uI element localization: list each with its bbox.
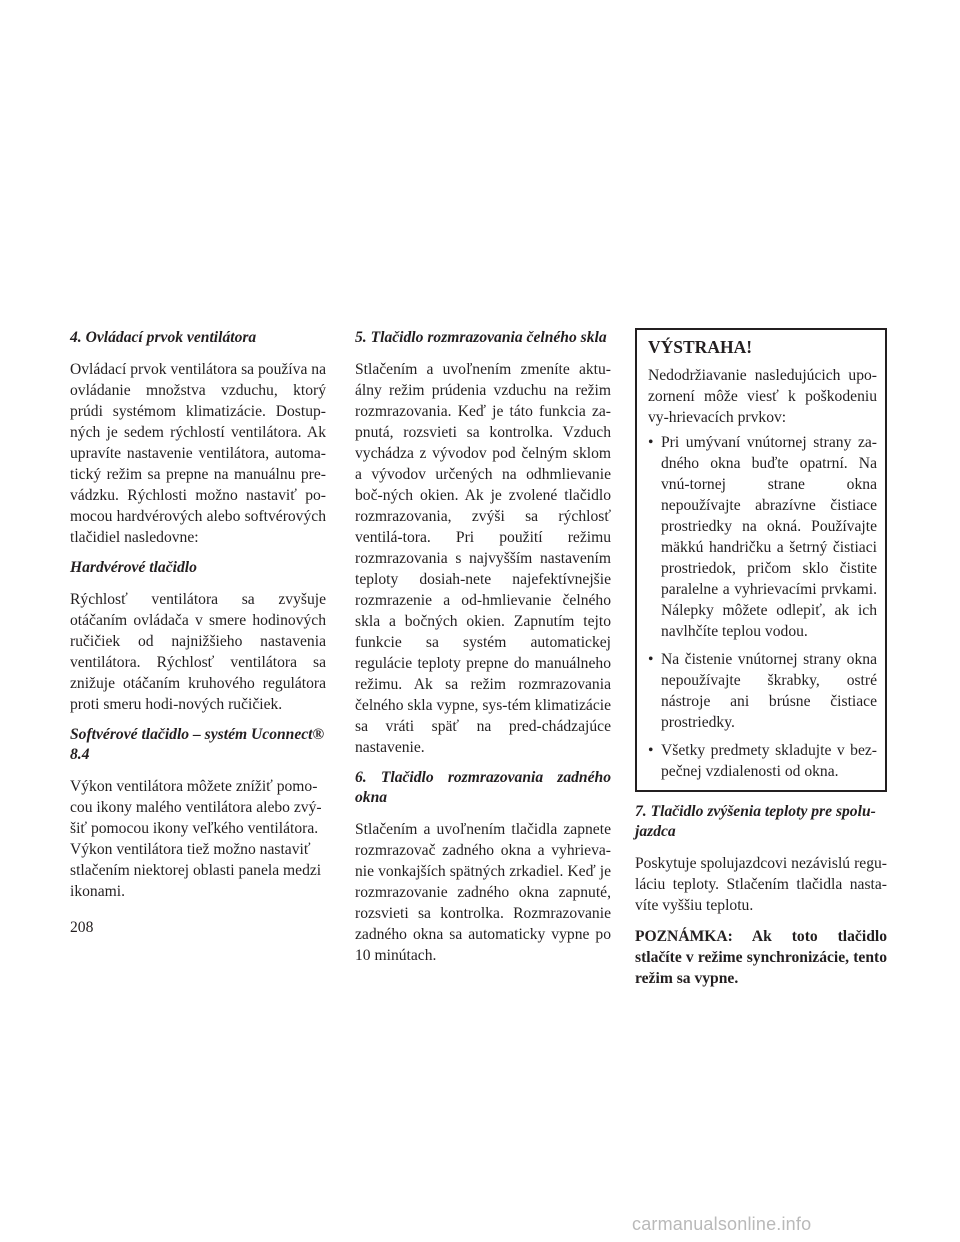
paragraph-passenger-temp: Poskytuje spolujazdcovi nezávislú regu-láciu teploty. Stlačením tlačidla nasta-víte vyššiu teplotu. <box>635 855 887 914</box>
page-number: 208 <box>70 919 94 936</box>
warning-box <box>635 328 887 792</box>
warning-list-item: • Všetky predmety skladujte v bez-pečnej vzdialenosti od okna. <box>648 742 877 780</box>
subheading-software-button: Softvérové tlačidlo – systém Uconnect® 8.4 <box>70 726 325 763</box>
warning-list-item: • Pri umývaní vnútornej strany za-dného okna buďte opatrní. Na vnú-tornej strane okna nepoužívajte abrazívne čistiace prostriedky na okná. Používajte mäkkú handričku a šetrný čistiaci prostriedok, pričom sklo čistite paralelne a vyhrievacími prvkami. Nálepky môžete odlepiť, ak ich navlhčíte teplou vodou. <box>648 434 877 640</box>
section-heading-windshield-defrost: 5. Tlačidlo rozmrazovania čelného skla <box>355 329 607 346</box>
warning-title: VÝSTRAHA! <box>648 337 753 357</box>
paragraph-windshield-defrost: Stlačením a uvoľnením zmeníte aktu-álny režim prúdenia vzduchu na režim rozmrazovania. Keď je táto funkcia za-pnutá, rozsvieti sa kontrolka. Vzduch vychádza z vývodov pod čelným sklom a vývodov určených na odhmlievanie boč-ných okien. Ak je zvolené tlačidlo rozmrazovania, zvýši sa rýchlosť ventilá-tora. Pri použití režimu rozmrazovania s najvyšším nastavením teploty dosiah-nete najefektívnejšie rozmrazenie a od-hmlievanie čelného skla a bočných okien. Zapnutím tejto funkcie sa systém automatickej regulácie teploty prepne do manuálneho režimu. Ak sa režim rozmrazovania čelného skla vypne, sys-tém klimatizácie sa vráti späť na pred-chádzajúce nastavenie. <box>355 361 611 756</box>
section-heading-passenger-temp: 7. Tlačidlo zvýšenia teploty pre spolu-jazdca <box>635 803 876 840</box>
section-heading-rear-defrost: 6. Tlačidlo rozmrazovania zadného okna <box>355 769 611 806</box>
column-left <box>70 328 326 912</box>
column-right <box>635 328 887 989</box>
note-sync-mode: POZNÁMKA: Ak toto tlačidlo stlačíte v režime synchronizácie, tento režim sa vypne. <box>635 928 887 987</box>
bullet-icon: • <box>648 651 654 668</box>
section-heading-fan-control: 4. Ovládací prvok ventilátora <box>70 329 257 346</box>
warning-intro: Nedodržiavanie nasledujúcich upo-zornení môže viesť k poškodeniu vy-hrievacích prvkov: <box>648 367 877 426</box>
column-middle <box>355 328 611 976</box>
paragraph-hardware-button: Rýchlosť ventilátora sa zvyšuje otáčaním ovládača v smere hodinových ručičiek od najnižšieho nastavenia ventilátora. Rýchlosť ventilátora sa znižuje otáčaním kruhového regulátora proti smeru hodi-nových ručičiek. <box>70 591 326 713</box>
paragraph-fan-intro: Ovládací prvok ventilátora sa používa na ovládanie množstva vzduchu, ktorý prúdi systémom klimatizácie. Dostup-ných je sedem rýchlostí ventilátora. Ak upravíte nastavenie ventilátora, automa-tický režim sa prepne na manuálnu pre-vádzku. Rýchlosti možno nastaviť po-mocou hardvérových alebo softvérových tlačidiel nasledovne: <box>70 361 326 546</box>
bullet-icon: • <box>648 434 654 451</box>
watermark: carmanualsonline.info <box>632 1214 812 1234</box>
subheading-hardware-button: Hardvérové tlačidlo <box>70 559 197 576</box>
paragraph-software-button: Výkon ventilátora môžete znížiť pomo-cou ikony malého ventilátora alebo zvý-šiť pomocou ikony veľkého ventilátora. Výkon ventilátora tiež možno nastaviť stlačením niektorej oblasti panela medzi ikonami. <box>70 778 322 900</box>
bullet-icon: • <box>648 742 654 759</box>
warning-list-item: • Na čistenie vnútornej strany okna nepoužívajte škrabky, ostré nástroje ani brúsne čistiace prostriedky. <box>648 651 877 731</box>
paragraph-rear-defrost: Stlačením a uvoľnením tlačidla zapnete rozmrazovač zadného okna a vyhrieva-nie vonkajších spätných zrkadiel. Keď je rozmrazovanie zadného okna zapnuté, rozsvieti sa kontrolka. Rozmrazovanie zadného okna sa automaticky vypne po 10 minútach. <box>355 821 611 964</box>
warning-list <box>648 432 877 782</box>
